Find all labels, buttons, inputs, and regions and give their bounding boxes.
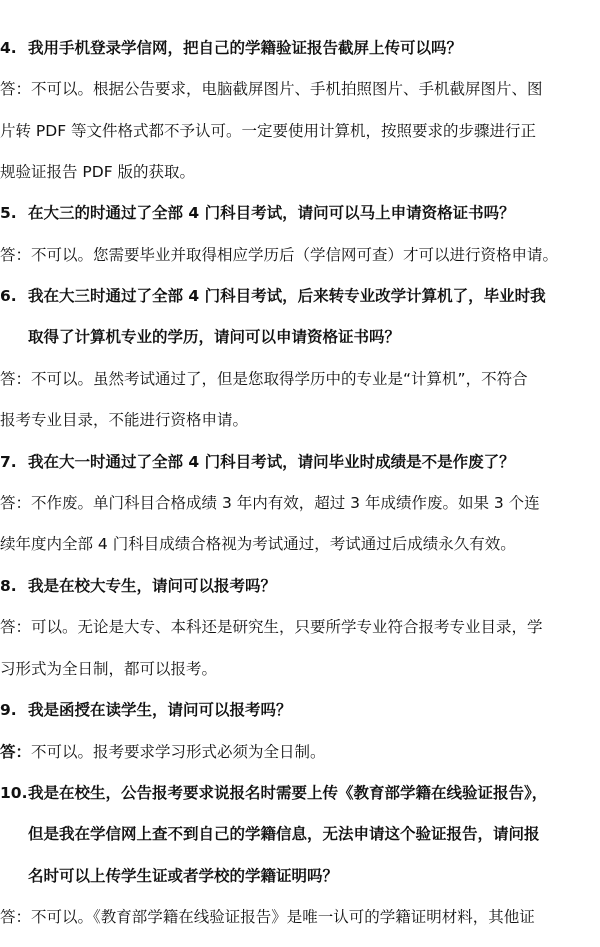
question-9	[0, 700, 600, 720]
answer-7-line-1	[0, 493, 600, 513]
question-10-line-1	[0, 783, 600, 803]
answer-prefix: 答：	[0, 370, 32, 388]
answer-6-line-2: 报考专业目录，不能进行资格申请。	[0, 411, 249, 429]
answer-6-line-1	[0, 369, 600, 389]
answer-4-line-2: 片转 PDF 等文件格式都不予认可。一定要使用计算机，按照要求的步骤进行正	[0, 122, 537, 140]
answer-9-line-1	[0, 742, 600, 762]
question-6-line-2: 取得了计算机专业的学历，请问可以申请资格证书吗？	[28, 328, 401, 346]
answer-text: 不可以。《教育部学籍在线验证报告》是唯一认可的学籍证明材料，其他证	[31, 908, 535, 926]
question-10-line-3: 名时可以上传学生证或者学校的学籍证明吗？	[28, 867, 339, 885]
answer-prefix: 答：	[0, 80, 32, 98]
question-number: 5.	[0, 204, 17, 222]
question-text: 我在大一时通过了全部 4 门科目考试，请问毕业时成绩是不是作废了？	[28, 453, 515, 471]
question-6-line-1	[0, 286, 600, 306]
answer-text: 不作废。单门科目合格成绩 3 年内有效，超过 3 年成绩作废。如果 3 个连	[31, 494, 540, 512]
question-number: 8.	[0, 577, 17, 595]
answer-4-line-1	[0, 79, 600, 99]
question-number: 10.	[0, 784, 28, 802]
answer-8-line-1	[0, 617, 600, 637]
question-number: 6.	[0, 287, 17, 305]
answer-7-line-2: 续年度内全部 4 门科目成绩合格视为考试通过，考试通过后成绩永久有效。	[0, 535, 516, 553]
answer-prefix: 答：	[0, 908, 32, 926]
question-7	[0, 452, 600, 472]
answer-4-line-3: 规验证报告 PDF 版的获取。	[0, 163, 196, 181]
question-10-line-2: 但是我在学信网上查不到自己的学籍信息，无法申请这个验证报告，请问报	[28, 825, 540, 843]
answer-text: 不可以。根据公告要求，电脑截屏图片、手机拍照图片、手机截屏图片、图	[31, 80, 543, 98]
answer-8-line-2: 习形式为全日制，都可以报考。	[0, 660, 218, 678]
question-number: 7.	[0, 453, 17, 471]
question-text: 在大三的时通过了全部 4 门科目考试，请问可以马上申请资格证书吗？	[28, 204, 515, 222]
answer-text: 不可以。虽然考试通过了，但是您取得学历中的专业是“计算机”，不符合	[31, 370, 528, 388]
answer-text: 可以。无论是大专、本科还是研究生，只要所学专业符合报考专业目录，学	[31, 618, 543, 636]
question-4	[0, 38, 600, 58]
question-text: 我是在校生，公告报考要求说报名时需要上传《教育部学籍在线验证报告》，	[28, 784, 548, 802]
question-5	[0, 203, 600, 223]
question-text: 我是函授在读学生，请问可以报考吗？	[28, 701, 292, 719]
question-8	[0, 576, 600, 596]
answer-text: 不可以。您需要毕业并取得相应学历后（学信网可查）才可以进行资格申请。	[31, 246, 559, 264]
answer-10-line-1	[0, 907, 600, 927]
answer-prefix: 答：	[0, 246, 32, 264]
question-number: 4.	[0, 39, 17, 57]
answer-prefix: 答：	[0, 743, 32, 761]
question-text: 我用手机登录学信网，把自己的学籍验证报告截屏上传可以吗？	[28, 39, 463, 57]
answer-prefix: 答：	[0, 618, 32, 636]
answer-5-line-1	[0, 245, 600, 265]
answer-prefix: 答：	[0, 494, 32, 512]
answer-text: 不可以。报考要求学习形式必须为全日制。	[31, 743, 326, 761]
question-number: 9.	[0, 701, 17, 719]
question-text: 我是在校大专生，请问可以报考吗？	[28, 577, 277, 595]
question-text: 我在大三时通过了全部 4 门科目考试，后来转专业改学计算机了，毕业时我	[28, 287, 546, 305]
